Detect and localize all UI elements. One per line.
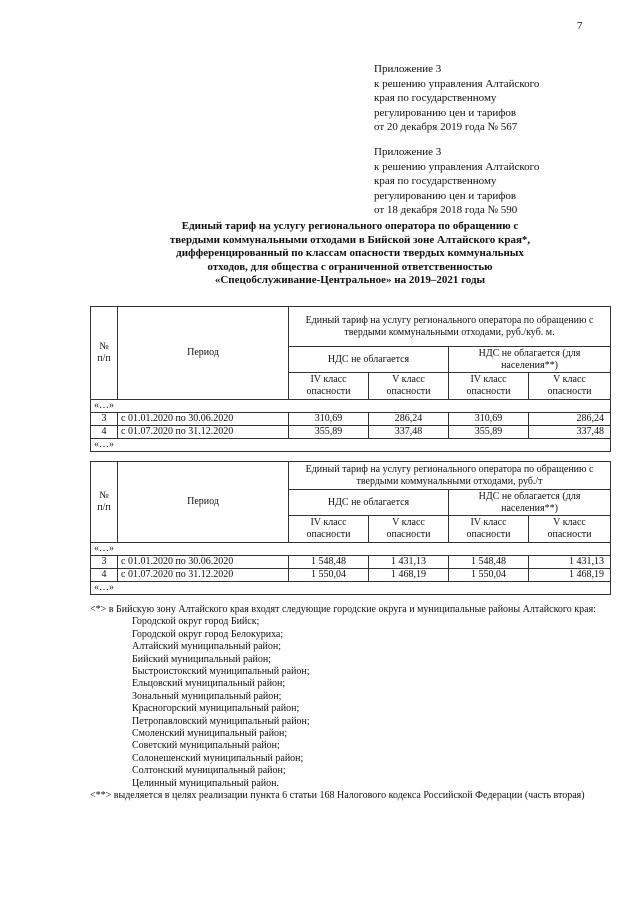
cell-value: 337,48	[529, 426, 611, 439]
footnote-vat: <**> выделяется в целях реализации пункта 6 статьи 168 Налогового кодекса Российской Федерации (часть вторая)	[90, 790, 585, 802]
header-vat-population: НДС не облагается (для населения**)	[449, 347, 611, 373]
header-vat-population: НДС не облагается (для населения**)	[449, 490, 611, 516]
list-item: Алтайский муниципальный район;	[132, 641, 281, 653]
header-tariff: Единый тариф на услугу регионального оператора по обращению с твердыми коммунальными отходами, руб./т	[289, 462, 611, 490]
appendix-line: от 20 декабря 2019 года № 567	[374, 121, 518, 133]
table-row	[91, 413, 611, 426]
appendix-line: регулированию цен и тарифов	[374, 189, 517, 202]
appendix-note-original	[374, 145, 614, 218]
header-class4: IV класс опасности	[289, 373, 369, 400]
tariff-table-volume	[90, 306, 611, 452]
cell-value: 286,24	[529, 413, 611, 426]
ellipsis-row: «…»	[91, 439, 611, 452]
header-vat-excluded: НДС не облагается	[289, 347, 449, 373]
list-item: Городской округ город Бийск;	[132, 616, 260, 628]
title-line: «Спецобслуживание-Центральное» на 2019–2021 годы	[214, 274, 486, 286]
table-row	[91, 556, 611, 569]
appendix-line: Приложение 3	[374, 146, 442, 158]
title-line: отходов, для общества с ограниченной ответственностью	[207, 260, 493, 273]
row-num: 3	[91, 556, 118, 569]
row-num: 4	[91, 426, 118, 439]
header-class4: IV класс опасности	[289, 516, 369, 543]
header-class5: V класс опасности	[369, 516, 449, 543]
list-item: Целинный муниципальный район.	[132, 777, 280, 789]
header-vat-excluded: НДС не облагается	[289, 490, 449, 516]
cell-value: 337,48	[369, 426, 449, 439]
row-num: 4	[91, 569, 118, 582]
list-item: Зональный муниципальный район;	[132, 690, 282, 702]
tariff-table-mass	[90, 461, 611, 595]
cell-value: 1 468,19	[529, 569, 611, 582]
ellipsis-row: «…»	[91, 543, 611, 556]
title-line: дифференцированный по классам опасности твердых коммунальных	[176, 247, 524, 259]
header-num: № п/п	[91, 307, 118, 400]
document-title	[90, 220, 610, 288]
header-class5: V класс опасности	[369, 373, 449, 400]
title-line: твердыми коммунальными отходами в Бийской зоне Алтайского края*,	[169, 233, 531, 246]
appendix-line: регулированию цен и тарифов	[374, 106, 517, 119]
cell-value: 355,89	[449, 426, 529, 439]
row-period: с 01.07.2020 по 31.12.2020	[118, 569, 289, 582]
table-row	[91, 426, 611, 439]
list-item: Солонешенский муниципальный район;	[132, 752, 304, 764]
cell-value: 1 431,13	[369, 556, 449, 569]
ellipsis-row: «…»	[91, 400, 611, 413]
row-period: с 01.01.2020 по 30.06.2020	[118, 556, 289, 569]
header-period: Период	[118, 307, 289, 400]
appendix-line: к решению управления Алтайского	[374, 160, 540, 173]
ellipsis-row: «…»	[91, 582, 611, 595]
cell-value: 310,69	[289, 413, 369, 426]
cell-value: 1 550,04	[449, 569, 529, 582]
header-class4: IV класс опасности	[449, 516, 529, 543]
appendix-line: к решению управления Алтайского	[374, 77, 540, 90]
appendix-line: края по государственному	[374, 92, 497, 104]
cell-value: 310,69	[449, 413, 529, 426]
appendix-line: края по государственному	[374, 175, 497, 187]
cell-value: 1 548,48	[289, 556, 369, 569]
row-period: с 01.01.2020 по 30.06.2020	[118, 413, 289, 426]
footnotes	[90, 604, 610, 803]
header-tariff: Единый тариф на услугу регионального оператора по обращению с твердыми коммунальными отходами, руб./куб. м.	[289, 307, 611, 347]
cell-value: 1 550,04	[289, 569, 369, 582]
row-num: 3	[91, 413, 118, 426]
header-num: № п/п	[91, 462, 118, 543]
cell-value: 355,89	[289, 426, 369, 439]
list-item: Петропавловский муниципальный район;	[132, 715, 310, 727]
list-item: Смоленский муниципальный район;	[132, 728, 288, 740]
header-period: Период	[118, 462, 289, 543]
list-item: Красногорский муниципальный район;	[132, 703, 300, 715]
list-item: Быстроистокский муниципальный район;	[132, 666, 310, 678]
row-period: с 01.07.2020 по 31.12.2020	[118, 426, 289, 439]
district-list	[90, 616, 610, 790]
cell-value: 1 431,13	[529, 556, 611, 569]
cell-value: 286,24	[369, 413, 449, 426]
cell-value: 1 548,48	[449, 556, 529, 569]
header-class5: V класс опасности	[529, 516, 611, 543]
appendix-line: от 18 декабря 2018 года № 590	[374, 204, 518, 216]
title-line: Единый тариф на услугу регионального оператора по обращению с	[181, 220, 519, 232]
table-row	[91, 569, 611, 582]
list-item: Ельцовский муниципальный район;	[132, 678, 286, 690]
cell-value: 1 468,19	[369, 569, 449, 582]
list-item: Бийский муниципальный район;	[132, 653, 271, 665]
list-item: Городской округ город Белокуриха;	[132, 628, 284, 640]
list-item: Советский муниципальный район;	[132, 740, 280, 752]
header-class4: IV класс опасности	[449, 373, 529, 400]
header-class5: V класс опасности	[529, 373, 611, 400]
page-number: 7	[577, 20, 583, 32]
appendix-note-current	[374, 62, 614, 135]
footnote-zone: <*> в Бийскую зону Алтайского края входят следующие городские округа и муниципальные районы Алтайского края:	[90, 604, 596, 615]
appendix-line: Приложение 3	[374, 63, 442, 75]
list-item: Солтонский муниципальный район;	[132, 765, 286, 777]
